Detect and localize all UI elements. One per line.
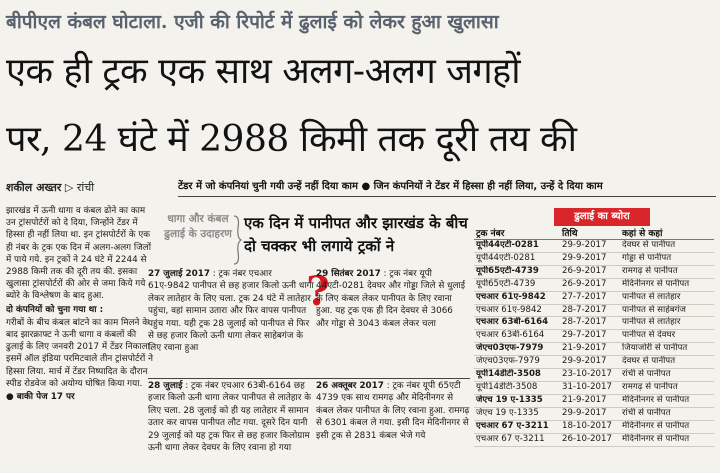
continued-note: ● बाकी पेज 17 पर — [6, 392, 75, 403]
date-cell: 26-10-2017 — [560, 433, 620, 446]
table-row — [474, 240, 714, 253]
kicker-headline: बीपीएल कंबल घोटाला. एजी की रिपोर्ट में ढुलाई को लेकर हुआ खुलासा — [6, 11, 499, 33]
route-cell: पानीपत से लातेहार — [620, 317, 714, 330]
truck-number-cell: यूपी14डीटी-3508 — [474, 381, 560, 394]
example-date: 28 जुलाई — [148, 381, 183, 391]
haulage-table — [474, 226, 714, 447]
question-mark-icon: ? — [306, 268, 330, 315]
example-date: 27 जुलाई 2017 — [148, 269, 210, 279]
example-divider — [148, 378, 470, 379]
example-date: 26 अक्तूबर 2017 — [316, 381, 384, 391]
table-row — [474, 330, 714, 343]
example-item — [316, 380, 470, 470]
brace-divider-icon — [232, 214, 242, 266]
route-cell: पानीपत से साहेबगंज — [620, 304, 714, 317]
example-text: : ट्रक नंबर यूपी 44एटी-0281 देवघर और गोड्डा जिले से धुलाई के लिए कंबल लेकर पानीपत के लिए रवाना हुआ. यह ट्रक एक ही दिन देवघर से 3066 और गोड्डा से 3043 कंबल लेकर चला — [316, 269, 466, 329]
route-cell: रांची से पानीपत — [620, 369, 714, 382]
truck-number-cell: एचआर 61ए-9842 — [474, 291, 560, 304]
table-row — [474, 433, 714, 446]
example-text: : ट्रक नंबर एचआर 63बी-6164 छह हजार किलो ऊनी धागा लेकर पानीपत से लातेहार के लिए चला. 28 जुलाई को ही यह लातेहार में सामान उतार कर वापस पानीपत लौट गया. दूसरे दिन यानी 29 जुलाई को यह ट्रक फिर से छह हजार किलोग्राम ऊनी धागा लेकर देवघर के लिए रवाना हो गया — [148, 381, 311, 454]
route-cell: रांची से पानीपत — [620, 407, 714, 420]
date-cell: 31-10-2017 — [560, 381, 620, 394]
truck-number-cell: एचआर 67 ए-3211 — [474, 420, 560, 433]
table-row — [474, 252, 714, 265]
date-cell: 21-9-2017 — [560, 394, 620, 407]
date-cell: 28-7-2017 — [560, 304, 620, 317]
byline — [6, 180, 94, 195]
truck-number-cell: एचआर 63बी-6164 — [474, 317, 560, 330]
example-item — [148, 380, 314, 470]
route-cell: मेदिनीनगर से पानीपत — [620, 433, 714, 446]
table-row — [474, 394, 714, 407]
truck-number-cell: जेएच03एफ-7979 — [474, 356, 560, 369]
route-cell: देवघर से पानीपत — [620, 356, 714, 369]
table-row — [474, 381, 714, 394]
route-cell: पानीपत से लातेहार — [620, 291, 714, 304]
body-paragraph: गरीबों के बीच कंबल बांटने का काम मिलने के बाद झारक्राफ्ट ने ऊनी धागा व कंबलों की ढुलाई के लिए जनवरी 2017 में टेंडर निकाला. इसमें ऑल इंडिया परमिटवाले तीन ट्रांसपोर्टरों ने हिस्सा लिया. मार्च में टेंडर निष्पादित के दौरान स्पीड रोडवेज को अयोग्य घोषित किया गया. — [6, 317, 153, 389]
truck-number-cell: एचआर 61ए-9842 — [474, 304, 560, 317]
date-cell: 29-9-2017 — [560, 240, 620, 253]
table-row — [474, 407, 714, 420]
date-cell: 28-7-2017 — [560, 317, 620, 330]
route-cell: जियाजोरी से पानीपत — [620, 343, 714, 356]
example-date: 29 सितंबर 2017 — [316, 269, 381, 279]
column-header: ट्रक नंबर — [474, 226, 560, 240]
truck-number-cell: यूपी44एटी-0281 — [474, 252, 560, 265]
route-cell: रामगढ़ से पानीपत — [620, 381, 714, 394]
example-item — [316, 268, 468, 368]
route-cell: गोड्डा से पानीपत — [620, 252, 714, 265]
route-cell: पानीपत से देवघर — [620, 330, 714, 343]
route-cell: मेदिनीनगर से पानीपत — [620, 278, 714, 291]
date-cell: 29-9-2017 — [560, 356, 620, 369]
section-subhead: एक दिन में पानीपत और झारखंड के बीच दो चक्कर भी लगाये ट्रकों ने — [244, 214, 468, 255]
truck-number-cell: जेएच03एफ-7979 — [474, 343, 560, 356]
truck-number-cell: जेएच 19 ए-1335 — [474, 407, 560, 420]
strapline: टेंडर में जो कंपनियां चुनी गयी उन्हें नहीं दिया काम ● जिन कंपनियों ने टेंडर में हिस्सा ही नहीं लिया, उन्हें दे दिया काम — [178, 181, 603, 192]
table-row — [474, 369, 714, 382]
truck-number-cell: यूपी65एटी-4739 — [474, 278, 560, 291]
truck-number-cell: जेएच 19 ए-1335 — [474, 394, 560, 407]
table-row — [474, 291, 714, 304]
truck-number-cell: यूपी44एटी-0281 — [474, 240, 560, 253]
date-cell: 29-9-2017 — [560, 252, 620, 265]
table-row — [474, 356, 714, 369]
dateline-place: रांची — [76, 181, 95, 194]
date-cell: 29-9-2017 — [560, 407, 620, 420]
date-cell: 27-7-2017 — [560, 291, 620, 304]
date-cell: 26-9-2017 — [560, 265, 620, 278]
left-subhead: दो कंपनियों को चुना गया था : — [6, 304, 104, 315]
table-row — [474, 278, 714, 291]
left-column — [6, 205, 154, 467]
example-item — [148, 268, 316, 378]
route-cell: मेदिनीनगर से पानीपत — [620, 420, 714, 433]
examples-label: धागा और कंबल ढुलाई के उदाहरण — [164, 213, 232, 240]
date-cell: 18-10-2017 — [560, 420, 620, 433]
headline-line-2: पर, 24 घंटे में 2988 किमी तक दूरी तय की — [6, 119, 577, 160]
truck-number-cell: यूपी65एटी-4739 — [474, 265, 560, 278]
truck-number-cell: यूपी14डीटी-3508 — [474, 369, 560, 382]
truck-number-cell: एचआर 63बी-6164 — [474, 330, 560, 343]
route-cell: मेदिनीनगर से पानीपत — [620, 394, 714, 407]
date-cell: 26-9-2017 — [560, 278, 620, 291]
table-row — [474, 317, 714, 330]
route-cell: रामगढ़ से पानीपत — [620, 265, 714, 278]
route-cell: देवघर से पानीपत — [620, 240, 714, 253]
intro-paragraph: झारखंड में ऊनी धागा व कंबल ढोने का काम उन ट्रांसपोर्टरों को दे दिया, जिन्होंने टेंडर में हिस्सा ही नहीं लिया था. इन ट्रांसपोर्टरों के एक ही नंबर के ट्रक एक दिन में अलग-अलग जिलों में पाये गये. इन ट्रकों ने 24 घंटे में 2244 से 2988 किमी तक की दूरी तय की. इसका खुलासा ट्रांसपोर्टरों की ओर से जमा किये गये ब्योरे के विश्लेषण के बाद हुआ. — [6, 206, 151, 302]
date-cell: 21-9-2017 — [560, 343, 620, 356]
byline-arrow-icon: ▷ — [64, 181, 74, 194]
table-header-row — [474, 226, 714, 240]
table-row — [474, 343, 714, 356]
strap-divider — [178, 196, 716, 197]
column-header: कहां से कहां — [620, 226, 714, 240]
truck-number-cell: एचआर 67 ए-3211 — [474, 433, 560, 446]
table-row — [474, 304, 714, 317]
column-header: तिथि — [560, 226, 620, 240]
table-title: ढुलाई का ब्योरा — [554, 208, 650, 226]
author-name: शकील अख्तर — [6, 181, 62, 194]
date-cell: 29-7-2017 — [560, 330, 620, 343]
example-text: : ट्रक नंबर यूपी 65एटी 4739 एक साथ रामगढ़ और मेदिनीनगर से कंबल लेकर पानीपत के लिए रवाना हुआ. रामगढ़ से 6301 कंबल ले गया. इसी दिन मेदिनीनगर से इसी ट्रक से 2831 कंबल भेजे गये — [316, 381, 470, 441]
table-row — [474, 420, 714, 433]
table-row — [474, 265, 714, 278]
headline-line-1: एक ही ट्रक एक साथ अलग-अलग जगहों — [6, 51, 521, 92]
date-cell: 23-10-2017 — [560, 369, 620, 382]
example-text: : ट्रक नंबर एचआर 61ए-9842 पानीपत से छह हजार किलो ऊनी धागा लेकर लातेहार के लिए चला. ट्रक 24 घंटे में लातेहार पहुंचा, वहां सामान उतारा और फिर वापस पानीपत पहुंच गया. यही ट्रक 28 जुलाई को पानीपत से फिर से छह हजार किलो ऊनी धागा लेकर साहेबगंज के लिए रवाना हुआ — [148, 269, 314, 354]
